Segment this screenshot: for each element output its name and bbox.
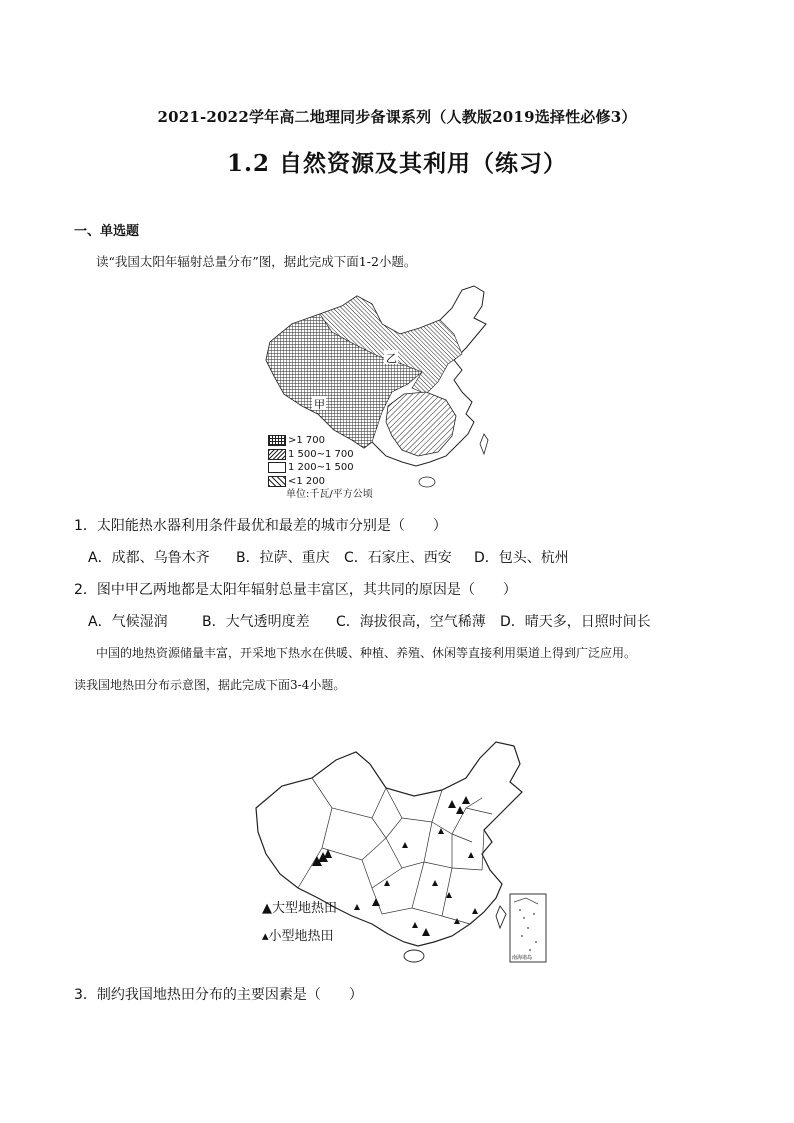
legend-label: <1 200 (288, 475, 326, 487)
legend-small-field: ▴小型地热田 (262, 929, 334, 944)
page-title: 1.2 自然资源及其利用（练习） (226, 150, 568, 177)
solar-map-legend (268, 434, 373, 502)
label-yi: 乙 (386, 352, 397, 365)
section-heading: 一、单选题 (74, 224, 140, 239)
question-2-stem: 2．图中甲乙两地都是太阳年辐射总量丰富区，其共同的原因是（ ） (74, 582, 517, 598)
series-title: 2021-2022学年高二地理同步备课系列（人教版2019选择性必修3） (157, 108, 637, 126)
label-jia: 甲 (314, 398, 325, 411)
option-c[interactable]: C．海拔很高，空气稀薄 (336, 614, 486, 630)
question-2-options (88, 611, 651, 631)
intro-paragraph-2-line-1: 中国的地热资源储量丰富，开采地下热水在供暖、种植、养殖、休闲等直接利用渠道上得到广泛应用。 (96, 646, 637, 660)
legend-swatch-grid (268, 435, 286, 446)
intro-paragraph-2-line-2: 读我国地热田分布示意图，据此完成下面3-4小题。 (74, 678, 346, 692)
legend-swatch-hatch (268, 449, 286, 460)
question-3-stem: 3．制约我国地热田分布的主要因素是（ ） (74, 987, 363, 1003)
legend-unit: 单位:千瓦/平方公顷 (286, 489, 373, 500)
geothermal-legend (262, 895, 337, 951)
legend-swatch-diagonal (268, 476, 286, 487)
option-d[interactable]: D．包头、杭州 (474, 550, 569, 566)
option-b[interactable]: B．拉萨、重庆 (236, 550, 330, 566)
legend-label: 1 200~1 500 (288, 462, 354, 473)
legend-label: 1 500~1 700 (288, 448, 354, 460)
option-d[interactable]: D．晴天多，日照时间长 (500, 614, 651, 630)
question-1-options (88, 547, 569, 567)
option-a[interactable]: A．气候湿润 (88, 614, 168, 630)
option-b[interactable]: B．大气透明度差 (202, 614, 310, 630)
intro-paragraph-1: 读“我国太阳年辐射总量分布”图，据此完成下面1-2小题。 (96, 254, 417, 269)
option-a[interactable]: A．成都、乌鲁木齐 (88, 550, 210, 566)
legend-large-field: ▲大型地热田 (262, 901, 337, 916)
option-c[interactable]: C．石家庄、西安 (344, 550, 452, 566)
legend-label: >1 700 (288, 435, 326, 446)
legend-swatch-blank (268, 462, 286, 473)
question-1-stem: 1．太阳能热水器利用条件最优和最差的城市分别是（ ） (74, 518, 447, 534)
inset-label: 南海诸岛 (512, 955, 533, 961)
